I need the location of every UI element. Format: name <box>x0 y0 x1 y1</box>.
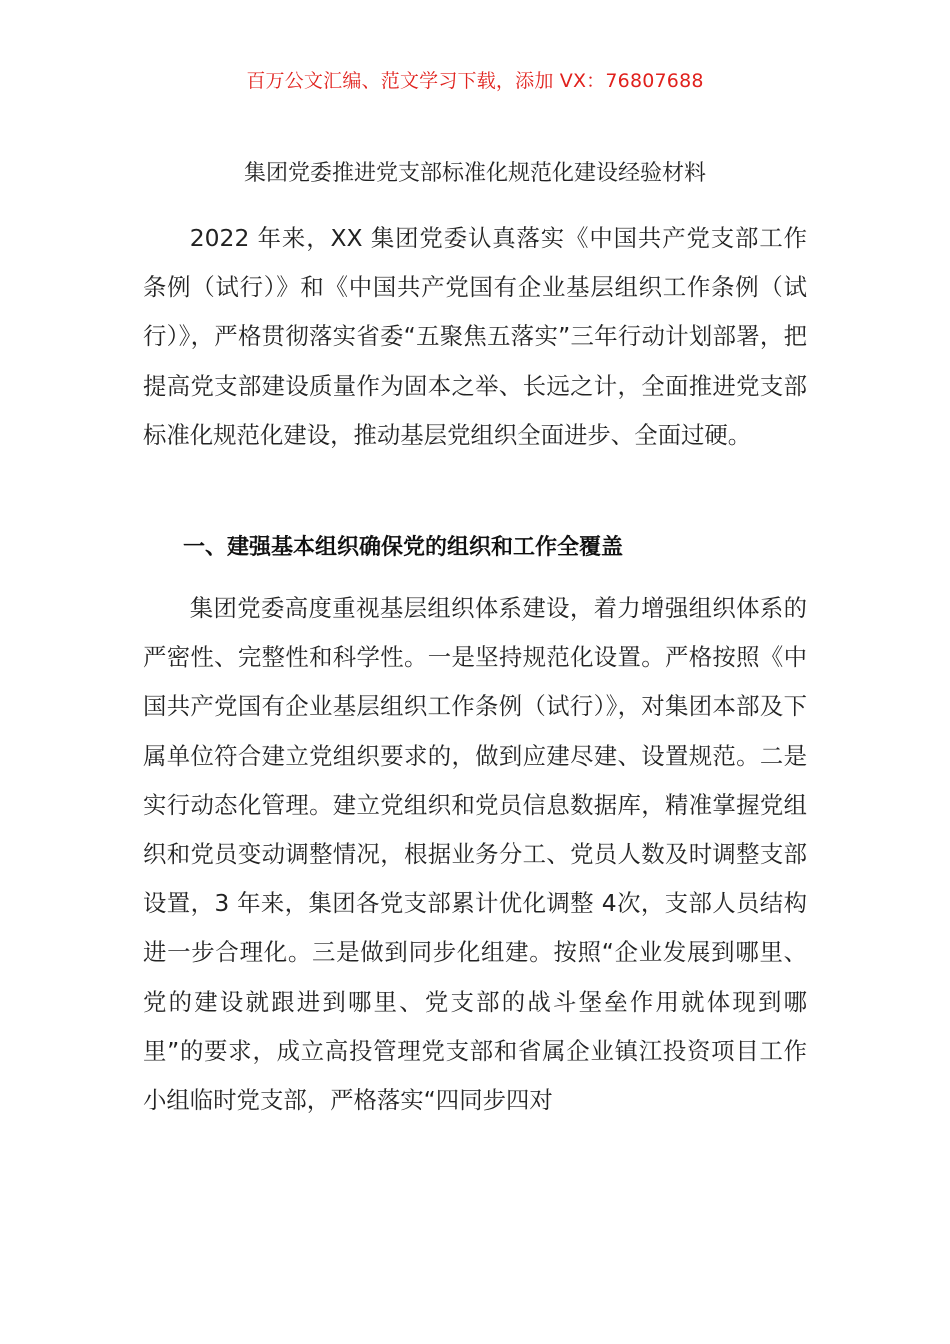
section-heading: 一、建强基本组织确保党的组织和工作全覆盖 <box>183 535 624 560</box>
intro-text: 2022 年来，XX 集团党委认真落实《中国共产党支部工作条例（试行）》和《中国共产党国有企业基层组织工作条例（试行）》，严格贯彻落实省委“五聚焦五落实”三年行动计划部署，把提高党支部建设质量作为固本之举、长远之计，全面推进党支部标准化规范化建设，推动基层党组织全面进步、全面过硬。 <box>143 224 807 449</box>
header-banner: 百万公文汇编、范文学习下载，添加 VX：76807688 <box>246 70 704 92</box>
intro-paragraph <box>143 214 807 460</box>
document-title: 集团党委推进党支部标准化规范化建设经验材料 <box>243 161 706 186</box>
section1-text: 集团党委高度重视基层组织体系建设，着力增强组织体系的严密性、完整性和科学性。一是坚持规范化设置。严格按照《中国共产党国有企业基层组织工作条例（试行）》，对集团本部及下属单位符合建立党组织要求的，做到应建尽建、设置规范。二是实行动态化管理。建立党组织和党员信息数据库，精准掌握党组织和党员变动调整情况，根据业务分工、党员人数及时调整支部设置，3 年来，集团各党支部累计优化调整 4次，支部人员结构进一步合理化。三是做到同步化组建。按照“企业发展到哪里、党的建设就跟进到哪里、党支部的战斗堡垒作用就体现到哪里”的要求，成立高投管理党支部和省属企业镇江投资项目工作小组临时党支部，严格落实“四同步四对 <box>143 594 807 1115</box>
section1-paragraph <box>143 584 807 1125</box>
